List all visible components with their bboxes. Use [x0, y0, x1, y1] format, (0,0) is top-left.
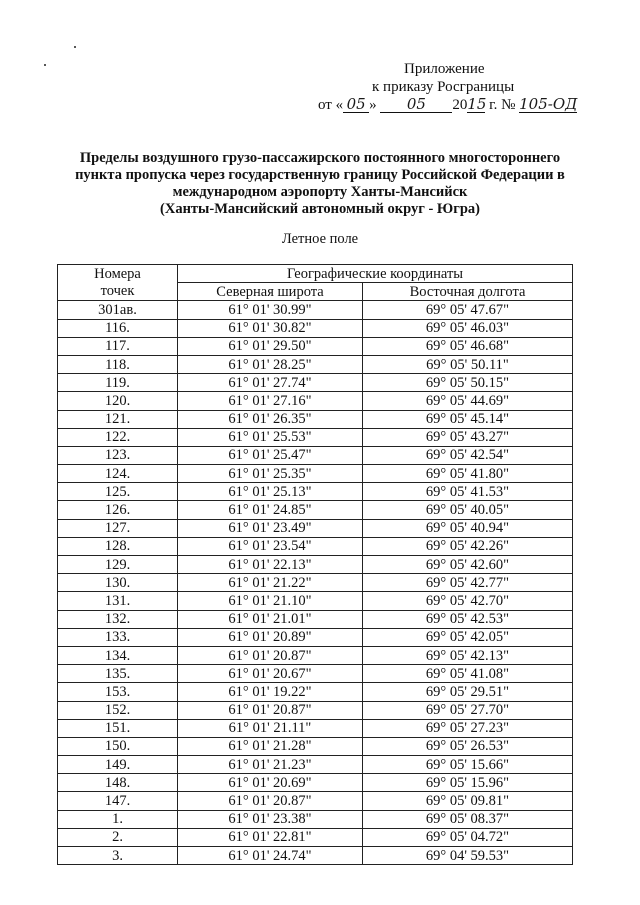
- point-number-cell: 122.: [58, 428, 178, 446]
- longitude-cell: 69° 05' 44.69": [363, 392, 573, 410]
- longitude-cell: 69° 05' 42.53": [363, 610, 573, 628]
- longitude-cell: 69° 05' 46.03": [363, 319, 573, 337]
- point-number-cell: 1.: [58, 810, 178, 828]
- point-number-cell: 128.: [58, 537, 178, 555]
- table-row: [58, 337, 573, 355]
- latitude-cell: 61° 01' 21.28": [178, 737, 363, 755]
- point-number-cell: 132.: [58, 610, 178, 628]
- point-number-cell: 116.: [58, 319, 178, 337]
- longitude-cell: 69° 05' 42.60": [363, 556, 573, 574]
- point-number-cell: 118.: [58, 355, 178, 373]
- latitude-cell: 61° 01' 30.99": [178, 301, 363, 319]
- point-number-cell: 147.: [58, 792, 178, 810]
- latitude-cell: 61° 01' 21.23": [178, 756, 363, 774]
- point-number-cell: 152.: [58, 701, 178, 719]
- longitude-cell: 69° 05' 41.08": [363, 665, 573, 683]
- header-latitude: Северная широта: [178, 283, 363, 301]
- longitude-cell: 69° 05' 27.23": [363, 719, 573, 737]
- latitude-cell: 61° 01' 29.50": [178, 337, 363, 355]
- point-number-cell: 134.: [58, 646, 178, 664]
- longitude-cell: 69° 05' 27.70": [363, 701, 573, 719]
- table-header-row: [58, 265, 573, 283]
- header-points-line: Номера: [94, 265, 141, 282]
- point-number-cell: 121.: [58, 410, 178, 428]
- point-number-cell: 135.: [58, 665, 178, 683]
- table-row: [58, 410, 573, 428]
- table-row: [58, 392, 573, 410]
- point-number-cell: 301ав.: [58, 301, 178, 319]
- date-prefix: от «: [318, 97, 344, 113]
- date-mid: »: [369, 97, 377, 113]
- point-number-cell: 3.: [58, 847, 178, 865]
- table-row: [58, 737, 573, 755]
- longitude-cell: 69° 05' 08.37": [363, 810, 573, 828]
- longitude-cell: 69° 05' 26.53": [363, 737, 573, 755]
- table-row: [58, 465, 573, 483]
- latitude-cell: 61° 01' 19.22": [178, 683, 363, 701]
- latitude-cell: 61° 01' 20.89": [178, 628, 363, 646]
- latitude-cell: 61° 01' 27.74": [178, 374, 363, 392]
- handwritten-order-number: 105-ОД: [519, 95, 578, 113]
- table-row: [58, 701, 573, 719]
- longitude-cell: 69° 05' 42.13": [363, 646, 573, 664]
- header-points-line: точек: [100, 282, 135, 299]
- table-body: [58, 301, 573, 865]
- longitude-cell: 69° 05' 42.70": [363, 592, 573, 610]
- handwritten-month: 05: [380, 96, 452, 113]
- scan-speck: [74, 46, 76, 48]
- longitude-cell: 69° 05' 50.15": [363, 374, 573, 392]
- table-row: [58, 774, 573, 792]
- longitude-cell: 69° 05' 47.67": [363, 301, 573, 319]
- latitude-cell: 61° 01' 20.87": [178, 792, 363, 810]
- table-row: [58, 501, 573, 519]
- header-coordinates: Географические координаты: [178, 265, 573, 283]
- table-row: [58, 719, 573, 737]
- table-row: [58, 646, 573, 664]
- latitude-cell: 61° 01' 27.16": [178, 392, 363, 410]
- latitude-cell: 61° 01' 21.01": [178, 610, 363, 628]
- scan-speck: [44, 64, 46, 66]
- latitude-cell: 61° 01' 20.69": [178, 774, 363, 792]
- latitude-cell: 61° 01' 30.82": [178, 319, 363, 337]
- latitude-cell: 61° 01' 20.67": [178, 665, 363, 683]
- latitude-cell: 61° 01' 24.85": [178, 501, 363, 519]
- longitude-cell: 69° 05' 42.77": [363, 574, 573, 592]
- table-row: [58, 319, 573, 337]
- table-row: [58, 574, 573, 592]
- longitude-cell: 69° 05' 29.51": [363, 683, 573, 701]
- table-row: [58, 610, 573, 628]
- longitude-cell: 69° 05' 50.11": [363, 355, 573, 373]
- table-row: [58, 556, 573, 574]
- longitude-cell: 69° 05' 46.68": [363, 337, 573, 355]
- table-row: [58, 792, 573, 810]
- latitude-cell: 61° 01' 21.10": [178, 592, 363, 610]
- section-subtitle: Летное поле: [281, 231, 359, 247]
- table-row: [58, 592, 573, 610]
- longitude-cell: 69° 05' 42.26": [363, 537, 573, 555]
- longitude-cell: 69° 05' 15.96": [363, 774, 573, 792]
- latitude-cell: 61° 01' 21.22": [178, 574, 363, 592]
- latitude-cell: 61° 01' 25.47": [178, 446, 363, 464]
- latitude-cell: 61° 01' 22.13": [178, 556, 363, 574]
- point-number-cell: 130.: [58, 574, 178, 592]
- table-row: [58, 628, 573, 646]
- latitude-cell: 61° 01' 23.38": [178, 810, 363, 828]
- point-number-cell: 127.: [58, 519, 178, 537]
- year-prefix: 20: [452, 97, 468, 113]
- longitude-cell: 69° 05' 04.72": [363, 828, 573, 846]
- point-number-cell: 150.: [58, 737, 178, 755]
- point-number-cell: 119.: [58, 374, 178, 392]
- point-number-cell: 131.: [58, 592, 178, 610]
- latitude-cell: 61° 01' 26.35": [178, 410, 363, 428]
- handwritten-day: 05: [343, 96, 369, 113]
- table-row: [58, 847, 573, 865]
- longitude-cell: 69° 05' 41.53": [363, 483, 573, 501]
- latitude-cell: 61° 01' 25.13": [178, 483, 363, 501]
- appendix-order-ref: к приказу Росграницы: [372, 79, 515, 95]
- table-row: [58, 756, 573, 774]
- longitude-cell: 69° 05' 43.27": [363, 428, 573, 446]
- header-longitude: Восточная долгота: [363, 283, 573, 301]
- point-number-cell: 126.: [58, 501, 178, 519]
- longitude-cell: 69° 05' 40.94": [363, 519, 573, 537]
- latitude-cell: 61° 01' 23.49": [178, 519, 363, 537]
- point-number-cell: 2.: [58, 828, 178, 846]
- table-row: [58, 810, 573, 828]
- latitude-cell: 61° 01' 20.87": [178, 646, 363, 664]
- table-row: [58, 483, 573, 501]
- point-number-cell: 117.: [58, 337, 178, 355]
- number-prefix: г. №: [489, 97, 516, 113]
- longitude-cell: 69° 05' 41.80": [363, 465, 573, 483]
- table-row: [58, 665, 573, 683]
- title-line: международном аэропорту Ханты-Мансийск: [172, 184, 468, 200]
- table-row: [58, 428, 573, 446]
- point-number-cell: 153.: [58, 683, 178, 701]
- title-line: (Ханты-Мансийский автономный округ - Югра): [160, 201, 480, 217]
- point-number-cell: 149.: [58, 756, 178, 774]
- handwritten-year: 15: [467, 95, 487, 113]
- table-row: [58, 355, 573, 373]
- latitude-cell: 61° 01' 23.54": [178, 537, 363, 555]
- table-row: [58, 537, 573, 555]
- point-number-cell: 133.: [58, 628, 178, 646]
- point-number-cell: 129.: [58, 556, 178, 574]
- longitude-cell: 69° 05' 45.14": [363, 410, 573, 428]
- latitude-cell: 61° 01' 21.11": [178, 719, 363, 737]
- latitude-cell: 61° 01' 25.35": [178, 465, 363, 483]
- longitude-cell: 69° 05' 15.66": [363, 756, 573, 774]
- latitude-cell: 61° 01' 25.53": [178, 428, 363, 446]
- appendix-label: Приложение: [404, 61, 485, 77]
- latitude-cell: 61° 01' 22.81": [178, 828, 363, 846]
- title-line: Пределы воздушного грузо-пассажирского постоянного многостороннего: [79, 150, 561, 166]
- table-row: [58, 683, 573, 701]
- longitude-cell: 69° 04' 59.53": [363, 847, 573, 865]
- table-row: [58, 374, 573, 392]
- latitude-cell: 61° 01' 24.74": [178, 847, 363, 865]
- coordinates-table: [57, 264, 573, 865]
- table-row: [58, 446, 573, 464]
- table-row: [58, 301, 573, 319]
- appendix-date-line: [318, 96, 577, 114]
- point-number-cell: 123.: [58, 446, 178, 464]
- latitude-cell: 61° 01' 28.25": [178, 355, 363, 373]
- point-number-cell: 148.: [58, 774, 178, 792]
- header-points: [58, 265, 178, 301]
- longitude-cell: 69° 05' 42.54": [363, 446, 573, 464]
- longitude-cell: 69° 05' 09.81": [363, 792, 573, 810]
- longitude-cell: 69° 05' 40.05": [363, 501, 573, 519]
- point-number-cell: 120.: [58, 392, 178, 410]
- latitude-cell: 61° 01' 20.87": [178, 701, 363, 719]
- table-row: [58, 828, 573, 846]
- longitude-cell: 69° 05' 42.05": [363, 628, 573, 646]
- point-number-cell: 151.: [58, 719, 178, 737]
- document-title: [40, 150, 600, 218]
- point-number-cell: 124.: [58, 465, 178, 483]
- table-row: [58, 519, 573, 537]
- point-number-cell: 125.: [58, 483, 178, 501]
- title-line: пункта пропуска через государственную границу Российской Федерации в: [75, 167, 565, 183]
